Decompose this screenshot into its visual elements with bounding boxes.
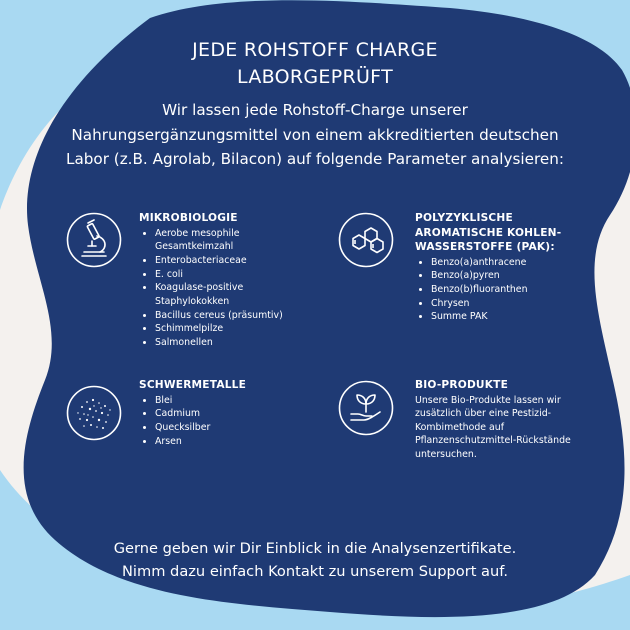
list-item: • Enterobacteriaceae — [155, 254, 314, 268]
section-text — [415, 394, 595, 462]
intro-line: Labor (z.B. Agrolab, Bilacon) auf folgende Parameter analysieren: — [66, 150, 564, 168]
section-pak — [415, 211, 590, 324]
particles-icon — [66, 385, 122, 441]
list-item: • Koagulase-positive Staphylokokken — [155, 281, 314, 308]
section-title-line: AROMATISCHE KOHLEN- — [415, 226, 562, 239]
item-list — [139, 227, 314, 350]
section-title — [415, 211, 590, 255]
section-title: SCHWERMETALLE — [139, 379, 247, 391]
footer-line: Nimm dazu einfach Kontakt zu unserem Support auf. — [122, 563, 508, 580]
list-item: • Blei — [155, 394, 309, 408]
list-item: • Cadmium — [155, 407, 309, 421]
footer-text — [60, 537, 570, 583]
page-title — [0, 37, 630, 91]
text-line: untersuchen. — [415, 448, 477, 460]
title-line: LABORGEPRÜFT — [237, 66, 393, 88]
list-item: • Benzo(b)fluoranthen — [431, 283, 590, 297]
list-item: • Arsen — [155, 435, 309, 449]
item-list — [415, 256, 590, 325]
section-schwermetalle — [139, 378, 309, 448]
molecule-icon — [338, 212, 394, 268]
list-item: • Quecksilber — [155, 421, 309, 435]
intro-text — [60, 98, 570, 172]
list-item: • Chrysen — [431, 297, 590, 311]
list-item: • Benzo(a)pyren — [431, 269, 590, 283]
list-item: • Summe PAK — [431, 310, 590, 324]
text-line: zusätzlich über eine Pestizid- — [415, 408, 552, 419]
intro-line: Wir lassen jede Rohstoff-Charge unserer — [162, 101, 468, 119]
section-title-line: WASSERSTOFFE (PAK): — [415, 241, 555, 253]
list-item: • Salmonellen — [155, 336, 314, 350]
list-item: • Aerobe mesophile Gesamtkeimzahl — [155, 227, 314, 254]
list-item: • Schimmelpilze — [155, 322, 314, 336]
list-item: • Benzo(a)anthracene — [431, 256, 590, 270]
list-item: • Bacillus cereus (präsumtiv) — [155, 309, 314, 323]
text-line: Kombimethode auf — [415, 421, 505, 433]
section-mikrobiologie — [139, 211, 314, 350]
footer-line: Gerne geben wir Dir Einblick in die Analysenzertifikate. — [113, 540, 517, 557]
text-line: Unsere Bio-Produkte lassen wir — [415, 394, 561, 406]
section-title: MIKROBIOLOGIE — [139, 212, 238, 224]
list-item: • E. coli — [155, 268, 314, 282]
intro-line: Nahrungsergänzungsmittel von einem akkreditierten deutschen — [71, 125, 559, 144]
item-list — [139, 394, 309, 449]
hand-sprout-icon — [338, 380, 394, 436]
title-line: JEDE ROHSTOFF CHARGE — [192, 39, 438, 61]
text-line: Pflanzenschutzmittel-Rückstände — [415, 435, 571, 446]
microscope-icon — [66, 212, 122, 268]
section-bio — [415, 378, 595, 461]
section-title-line: POLYZYKLISCHE — [415, 212, 513, 224]
section-title: BIO-PRODUKTE — [415, 379, 509, 391]
